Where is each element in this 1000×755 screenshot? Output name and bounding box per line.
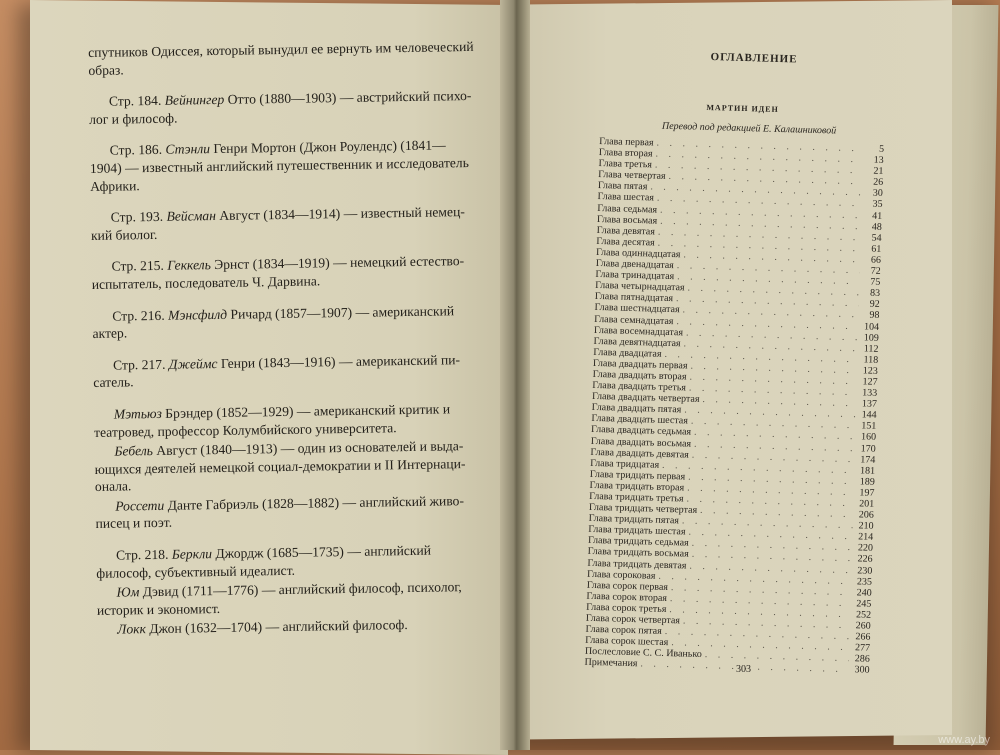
toc-chapter-label: Глава двадцать третья: [592, 379, 687, 394]
note-line: историк и экономист.: [96, 600, 221, 618]
note-line: актер.: [92, 325, 128, 342]
toc-page-number: 214: [858, 531, 874, 544]
toc-chapter-label: Глава восемнадцатая: [593, 324, 684, 338]
note-entry: [93, 351, 480, 392]
toc-page-number: 252: [855, 609, 872, 621]
note-entry: [97, 615, 483, 639]
toc-chapter-label: Глава тридцать шестая: [588, 524, 686, 538]
toc-page-number: 48: [871, 221, 883, 233]
toc-page-number: 201: [858, 498, 875, 510]
toc-chapter-label: Глава первая: [599, 135, 654, 149]
toc-page-number: 5: [878, 143, 885, 155]
table-of-contents: [584, 40, 886, 676]
note-line: ющихся деятелей немецкой социал-демократии и II Интернаци-: [94, 455, 466, 477]
note-entry: [94, 437, 481, 496]
toc-page-number: 277: [854, 642, 871, 654]
toc-page-number: 54: [871, 232, 882, 244]
toc-page-number: 137: [861, 398, 878, 410]
toc-chapter-label: Глава четырнадцатая: [594, 280, 685, 294]
notes-text-block: [88, 38, 483, 641]
note-line: Бебель Август (1840—1913) — один из основателей и выда-: [114, 438, 464, 459]
watermark: www.ay.by: [938, 734, 990, 746]
note-entry: [89, 87, 476, 128]
toc-page-number: 104: [863, 320, 880, 333]
toc-chapter-label: Глава третья: [598, 158, 653, 171]
toc-page-number: 75: [870, 276, 881, 288]
toc-page-number: 210: [858, 520, 874, 532]
toc-page-number: 220: [857, 542, 874, 555]
toc-chapter-label: Глава шестнадцатая: [594, 302, 680, 316]
note-line: Локк Джон (1632—1704) — английский философ.: [117, 617, 408, 638]
note-entry: [94, 400, 481, 441]
toc-page-number: 266: [855, 631, 871, 643]
toc-chapter-label: Глава семнадцатая: [594, 313, 674, 327]
toc-page-number: 235: [856, 575, 873, 588]
toc-page-number: 300: [854, 664, 870, 677]
toc-chapter-label: Глава тридцать первая: [589, 468, 686, 483]
toc-chapter-label: Глава вторая: [598, 147, 653, 160]
toc-page-number: 226: [857, 553, 873, 566]
toc-chapter-label: Глава тринадцатая: [595, 269, 675, 283]
toc-chapter-label: Глава сороковая: [586, 568, 656, 582]
toc-page-number: 160: [860, 431, 877, 444]
toc-chapter-label: Послесловие С. С. Иванько: [584, 646, 702, 661]
toc-page-number: 286: [854, 653, 870, 666]
toc-chapter-label: Глава тридцать пятая: [588, 513, 680, 527]
toc-page-number: 181: [859, 465, 876, 477]
note-entry: [91, 252, 478, 293]
toc-page-number: 26: [872, 176, 884, 189]
toc-page-number: 35: [872, 199, 883, 211]
note-entry: [91, 203, 478, 244]
toc-chapter-label: Глава шестая: [597, 191, 655, 204]
toc-heading: ОГЛАВЛЕНИЕ: [710, 51, 798, 66]
note-line: писец и поэт.: [95, 515, 173, 532]
toc-page-number: 127: [862, 376, 878, 388]
note-line: Стр. 186. Стэнли Генри Мортон (Джон Роулендс) (1841—: [109, 137, 446, 159]
toc-page-number: 98: [869, 309, 880, 322]
toc-chapter-label: Примечания: [584, 657, 638, 670]
toc-chapter-label: Глава сорок пятая: [585, 623, 662, 638]
note-entry: [96, 541, 483, 582]
toc-page-number: 230: [857, 564, 873, 577]
toc-chapter-label: Глава пятнадцатая: [594, 291, 674, 305]
note-line: Стр. 215. Геккель Эрнст (1834—1919) — немецкий естество-: [111, 253, 465, 275]
note-line: Африки.: [90, 177, 140, 194]
novel-title: МАРТИН ИДЕН: [706, 102, 779, 114]
translator-credit: Перевод под редакцией Е. Калашниковой: [661, 120, 837, 137]
toc-chapter-label: Глава сорок шестая: [585, 634, 669, 649]
toc-chapter-label: Глава двадцать девятая: [590, 446, 690, 461]
toc-chapter-label: Глава пятая: [597, 180, 648, 193]
note-entry: [92, 301, 479, 342]
toc-page-number: 112: [863, 343, 879, 355]
toc-chapter-label: Глава сорок третья: [586, 601, 667, 615]
toc-page-number: 245: [856, 598, 872, 610]
toc-chapter-label: Глава девятнадцатая: [593, 335, 681, 349]
toc-page-number: 133: [862, 387, 878, 399]
toc-chapter-label: Глава тридцать восьмая: [587, 546, 689, 561]
toc-chapter-label: Глава двадцать восьмая: [590, 435, 692, 450]
note-entry: [88, 38, 475, 79]
toc-page-number: 72: [870, 265, 881, 277]
toc-chapter-label: Глава тридцать седьмая: [587, 535, 689, 549]
note-line: Стр. 193. Вейсман Август (1834—1914) — известный немец-: [110, 204, 465, 225]
toc-chapter-label: Глава десятая: [596, 235, 655, 249]
toc-chapter-label: Глава двадцать первая: [592, 357, 688, 372]
note-entry: [90, 136, 477, 195]
toc-chapter-label: Глава сорок вторая: [586, 590, 668, 604]
note-line: Юм Дэвид (1711—1776) — английский философ, психолог,: [116, 579, 462, 600]
toc-chapter-label: Глава тридцать вторая: [589, 479, 685, 494]
toc-page-number: 240: [856, 587, 872, 599]
toc-chapter-label: Глава тридцать третья: [589, 490, 684, 505]
note-line: театровед, профессор Колумбийского университета.: [93, 419, 397, 440]
toc-page-number: 197: [859, 487, 875, 499]
note-line: 1904) — известный английский путешественник и исследователь: [89, 155, 469, 176]
toc-page-number: 66: [870, 254, 882, 266]
toc-page-number: 109: [863, 332, 879, 344]
toc-page-number: 21: [873, 165, 884, 178]
note-line: Мэтьюз Брэндер (1852—1929) — американский критик и: [113, 401, 451, 422]
toc-page-number: 189: [859, 476, 875, 488]
page-number: 303: [736, 664, 751, 675]
toc-chapter-label: Глава сорок первая: [586, 579, 669, 593]
note-line: Россети Данте Габриэль (1828—1882) — английский живо-: [115, 493, 465, 514]
note-line: философ, субъективный идеалист.: [96, 562, 296, 581]
toc-chapter-label: Глава тридцатая: [590, 457, 660, 471]
toc-page-number: 118: [863, 354, 879, 366]
toc-chapter-label: Глава двадцать пятая: [591, 402, 682, 416]
toc-chapter-label: Глава двадцатая: [593, 346, 662, 360]
note-line: спутников Одиссея, который вынудил ее вернуть им человеческий: [88, 38, 474, 60]
toc-chapter-label: Глава четвертая: [598, 169, 666, 183]
toc-chapter-label: Глава двадцать вторая: [592, 368, 687, 383]
toc-page-number: 92: [869, 298, 880, 311]
toc-chapter-label: Глава седьмая: [597, 202, 658, 216]
note-line: образ.: [88, 62, 124, 78]
toc-page-number: 123: [862, 365, 879, 377]
toc-page-number: 174: [860, 454, 876, 466]
toc-chapter-label: Глава сорок четвертая: [585, 612, 681, 627]
book-spine-gutter: [500, 0, 530, 750]
toc-chapter-label: Глава тридцать девятая: [587, 557, 687, 572]
toc-chapter-label: Глава одиннадцатая: [595, 246, 681, 261]
toc-list: [584, 136, 884, 676]
note-line: лог и философ.: [89, 110, 178, 127]
note-line: Стр. 218. Беркли Джордж (1685—1735) — английский: [115, 542, 432, 563]
note-line: онала.: [94, 478, 132, 495]
note-line: Стр. 216. Мэнсфилд Ричард (1857—1907) — американский: [112, 302, 455, 324]
note-line: кий биолог.: [90, 226, 158, 243]
toc-page-number: 260: [855, 620, 871, 632]
toc-page-number: 170: [860, 442, 876, 455]
toc-chapter-label: Глава двадцать шестая: [591, 413, 689, 427]
note-entry: [95, 492, 482, 533]
note-line: Стр. 217. Джеймс Генри (1843—1916) — американский пи-: [112, 351, 461, 373]
toc-page-number: 30: [872, 187, 883, 200]
toc-page-number: 144: [861, 409, 877, 422]
toc-page-number: 61: [871, 243, 882, 255]
note-line: испытатель, последователь Ч. Дарвина.: [91, 273, 321, 292]
note-entry: [96, 578, 483, 619]
note-line: Стр. 184. Вейнингер Отто (1880—1903) — австрийский психо-: [108, 88, 472, 109]
note-line: сатель.: [93, 374, 134, 391]
toc-chapter-label: Глава тридцать четвертая: [588, 501, 698, 516]
toc-chapter-label: Глава двенадцатая: [595, 257, 675, 272]
toc-chapter-label: Глава двадцать седьмая: [590, 424, 692, 439]
toc-page-number: 83: [869, 287, 881, 300]
toc-page-number: 13: [873, 154, 884, 167]
toc-chapter-label: Глава девятая: [596, 224, 656, 238]
toc-page-number: 206: [858, 509, 874, 521]
toc-chapter-label: Глава восьмая: [596, 213, 658, 227]
toc-page-number: 151: [861, 420, 877, 433]
toc-page-number: 41: [872, 210, 883, 222]
toc-chapter-label: Глава двадцать четвертая: [591, 391, 700, 406]
